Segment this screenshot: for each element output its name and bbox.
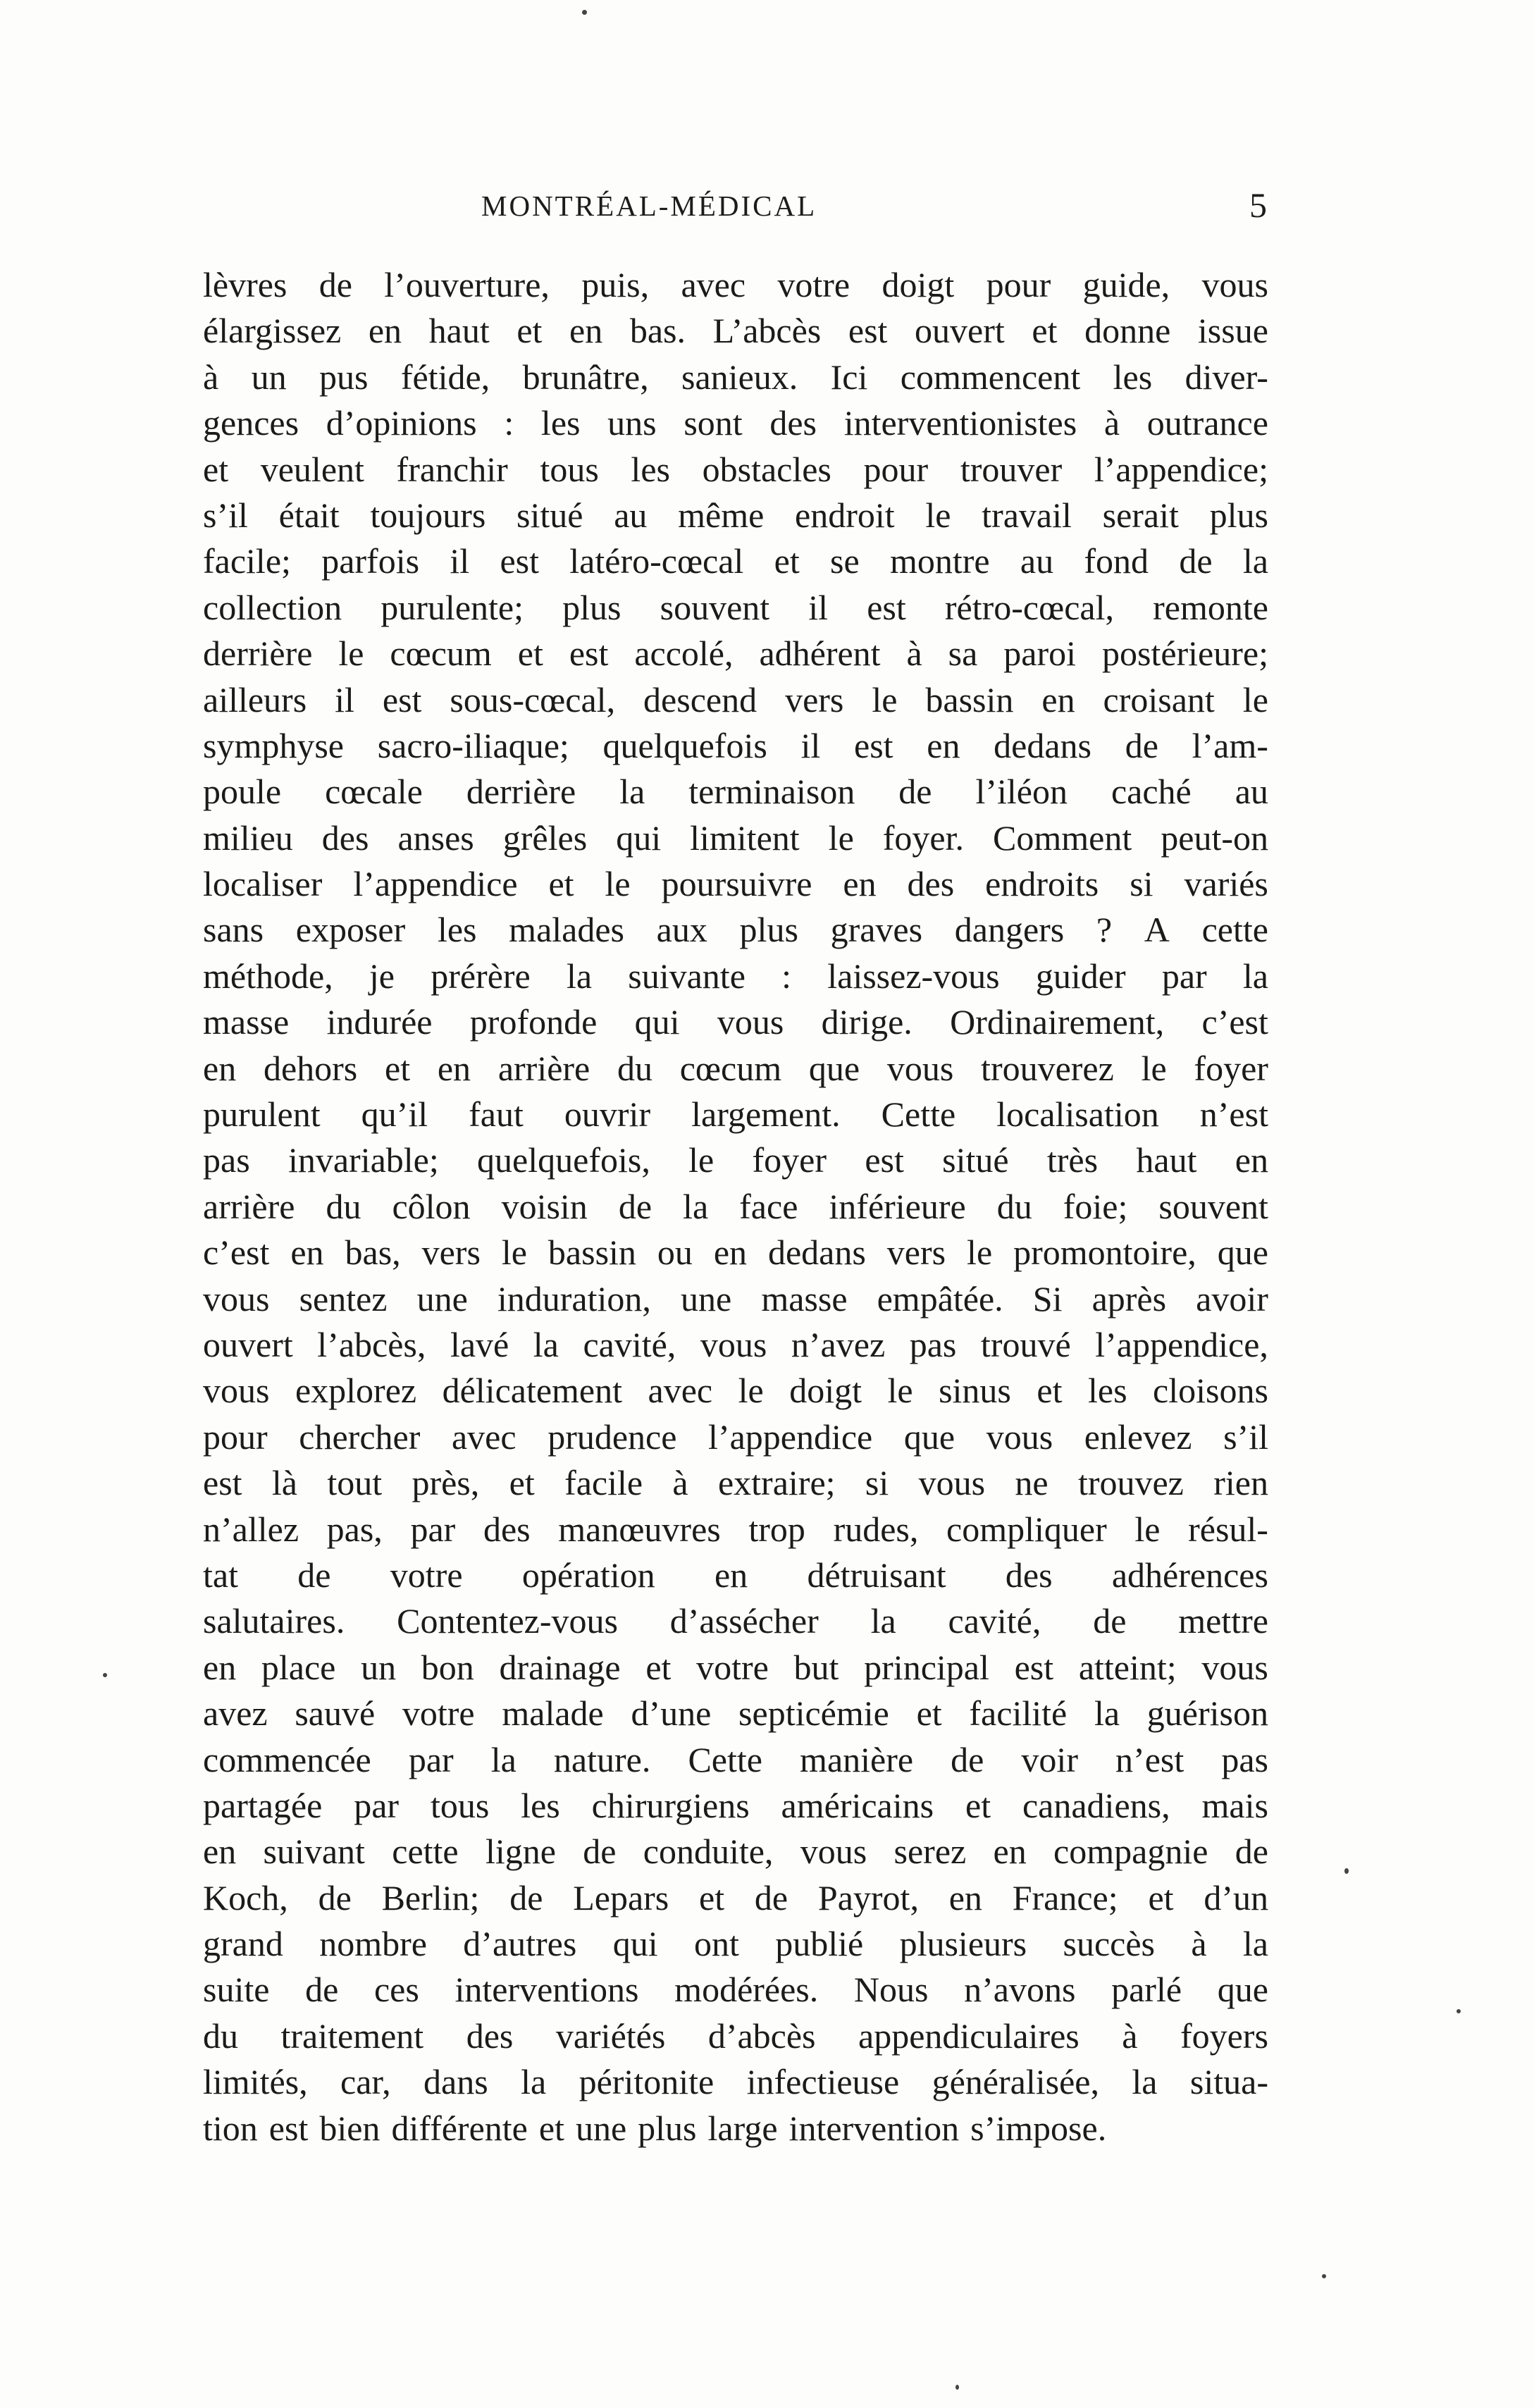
text-line: suite de ces interventions modérées. Nous n’avons parlé que bbox=[203, 1970, 1268, 2010]
text-line: partagée par tous les chirurgiens américains et canadiens, mais bbox=[203, 1785, 1268, 1825]
text-line: gences d’opinions : les uns sont des interventionistes à outrance bbox=[203, 403, 1268, 443]
paper-speck bbox=[955, 2385, 959, 2390]
text-line: arrière du côlon voisin de la face inférieure du foie; souvent bbox=[203, 1186, 1268, 1226]
body-text bbox=[203, 262, 1268, 2151]
text-line: facile; parfois il est latéro-cœcal et se montre au fond de la bbox=[203, 541, 1268, 581]
text-line: milieu des anses grêles qui limitent le foyer. Comment peut-on bbox=[203, 817, 1268, 858]
paper-speck bbox=[582, 10, 587, 15]
text-line: à un pus fétide, brunâtre, sanieux. Ici commencent les diver- bbox=[203, 357, 1268, 397]
text-line: vous sentez une induration, une masse empâtée. Si après avoir bbox=[203, 1278, 1268, 1319]
text-line: symphyse sacro-iliaque; quelquefois il est en dedans de l’am- bbox=[203, 725, 1268, 765]
paper-speck bbox=[1344, 1868, 1349, 1874]
text-line: masse indurée profonde qui vous dirige. Ordinairement, c’est bbox=[203, 1002, 1268, 1042]
text-line: avez sauvé votre malade d’une septicémie et facilité la guérison bbox=[203, 1693, 1268, 1734]
text-line: s’il était toujours situé au même endroit le travail serait plus bbox=[203, 495, 1268, 535]
text-line: ouvert l’abcès, lavé la cavité, vous n’avez pas trouvé l’appendice, bbox=[203, 1324, 1268, 1364]
running-head: MONTRÉAL-MÉDICAL bbox=[481, 190, 817, 222]
text-line: localiser l’appendice et le poursuivre en des endroits si variés bbox=[203, 864, 1268, 904]
text-line: ailleurs il est sous-cœcal, descend vers le bassin en croisant le bbox=[203, 679, 1268, 720]
text-line: en place un bon drainage et votre but principal est atteint; vous bbox=[203, 1647, 1268, 1687]
text-line: n’allez pas, par des manœuvres trop rudes, compliquer le résul- bbox=[203, 1509, 1268, 1549]
text-line: pour chercher avec prudence l’appendice que vous enlevez s’il bbox=[203, 1416, 1268, 1457]
text-line: commencée par la nature. Cette manière de voir n’est pas bbox=[203, 1739, 1268, 1779]
paper-speck bbox=[103, 1673, 107, 1677]
text-line: sans exposer les malades aux plus graves dangers ? A cette bbox=[203, 910, 1268, 950]
text-line: est là tout près, et facile à extraire; si vous ne trouvez rien bbox=[203, 1463, 1268, 1503]
text-line: poule cœcale derrière la terminaison de l’iléon caché au bbox=[203, 772, 1268, 812]
text-line: en suivant cette ligne de conduite, vous serez en compagnie de bbox=[203, 1832, 1268, 1872]
text-line: et veulent franchir tous les obstacles pour trouver l’appendice; bbox=[203, 449, 1268, 489]
text-line: derrière le cœcum et est accolé, adhérent à sa paroi postérieure; bbox=[203, 634, 1268, 674]
text-line: élargissez en haut et en bas. L’abcès est ouvert et donne issue bbox=[203, 311, 1268, 351]
text-line: tion est bien différente et une plus large intervention s’impose. bbox=[203, 2108, 1107, 2148]
paper-speck bbox=[1456, 2009, 1461, 2013]
text-line: vous explorez délicatement avec le doigt le sinus et les cloisons bbox=[203, 1371, 1268, 1411]
text-line: en dehors et en arrière du cœcum que vous trouverez le foyer bbox=[203, 1048, 1268, 1088]
page-header bbox=[203, 185, 1267, 231]
text-line: collection purulente; plus souvent il est rétro-cœcal, remonte bbox=[203, 587, 1268, 627]
text-line: méthode, je prérère la suivante : laissez-vous guider par la bbox=[203, 956, 1268, 996]
text-line: lèvres de l’ouverture, puis, avec votre doigt pour guide, vous bbox=[203, 265, 1268, 304]
text-line: limités, car, dans la péritonite infectieuse généralisée, la situa- bbox=[203, 2062, 1268, 2102]
text-line: tat de votre opération en détruisant des adhérences bbox=[203, 1555, 1268, 1595]
paper-speck bbox=[1322, 2274, 1326, 2278]
page-number: 5 bbox=[1249, 185, 1267, 225]
text-line: purulent qu’il faut ouvrir largement. Cette localisation n’est bbox=[203, 1094, 1268, 1135]
text-line: c’est en bas, vers le bassin ou en dedans vers le promontoire, que bbox=[203, 1233, 1268, 1273]
text-line: grand nombre d’autres qui ont publié plusieurs succès à la bbox=[203, 1924, 1268, 1964]
text-line: salutaires. Contentez-vous d’assécher la cavité, de mettre bbox=[203, 1601, 1268, 1641]
text-line: du traitement des variétés d’abcès appendiculaires à foyers bbox=[203, 2015, 1268, 2056]
text-line: pas invariable; quelquefois, le foyer est situé très haut en bbox=[203, 1140, 1268, 1180]
text-line: Koch, de Berlin; de Lepars et de Payrot, en France; et d’un bbox=[203, 1877, 1268, 1918]
